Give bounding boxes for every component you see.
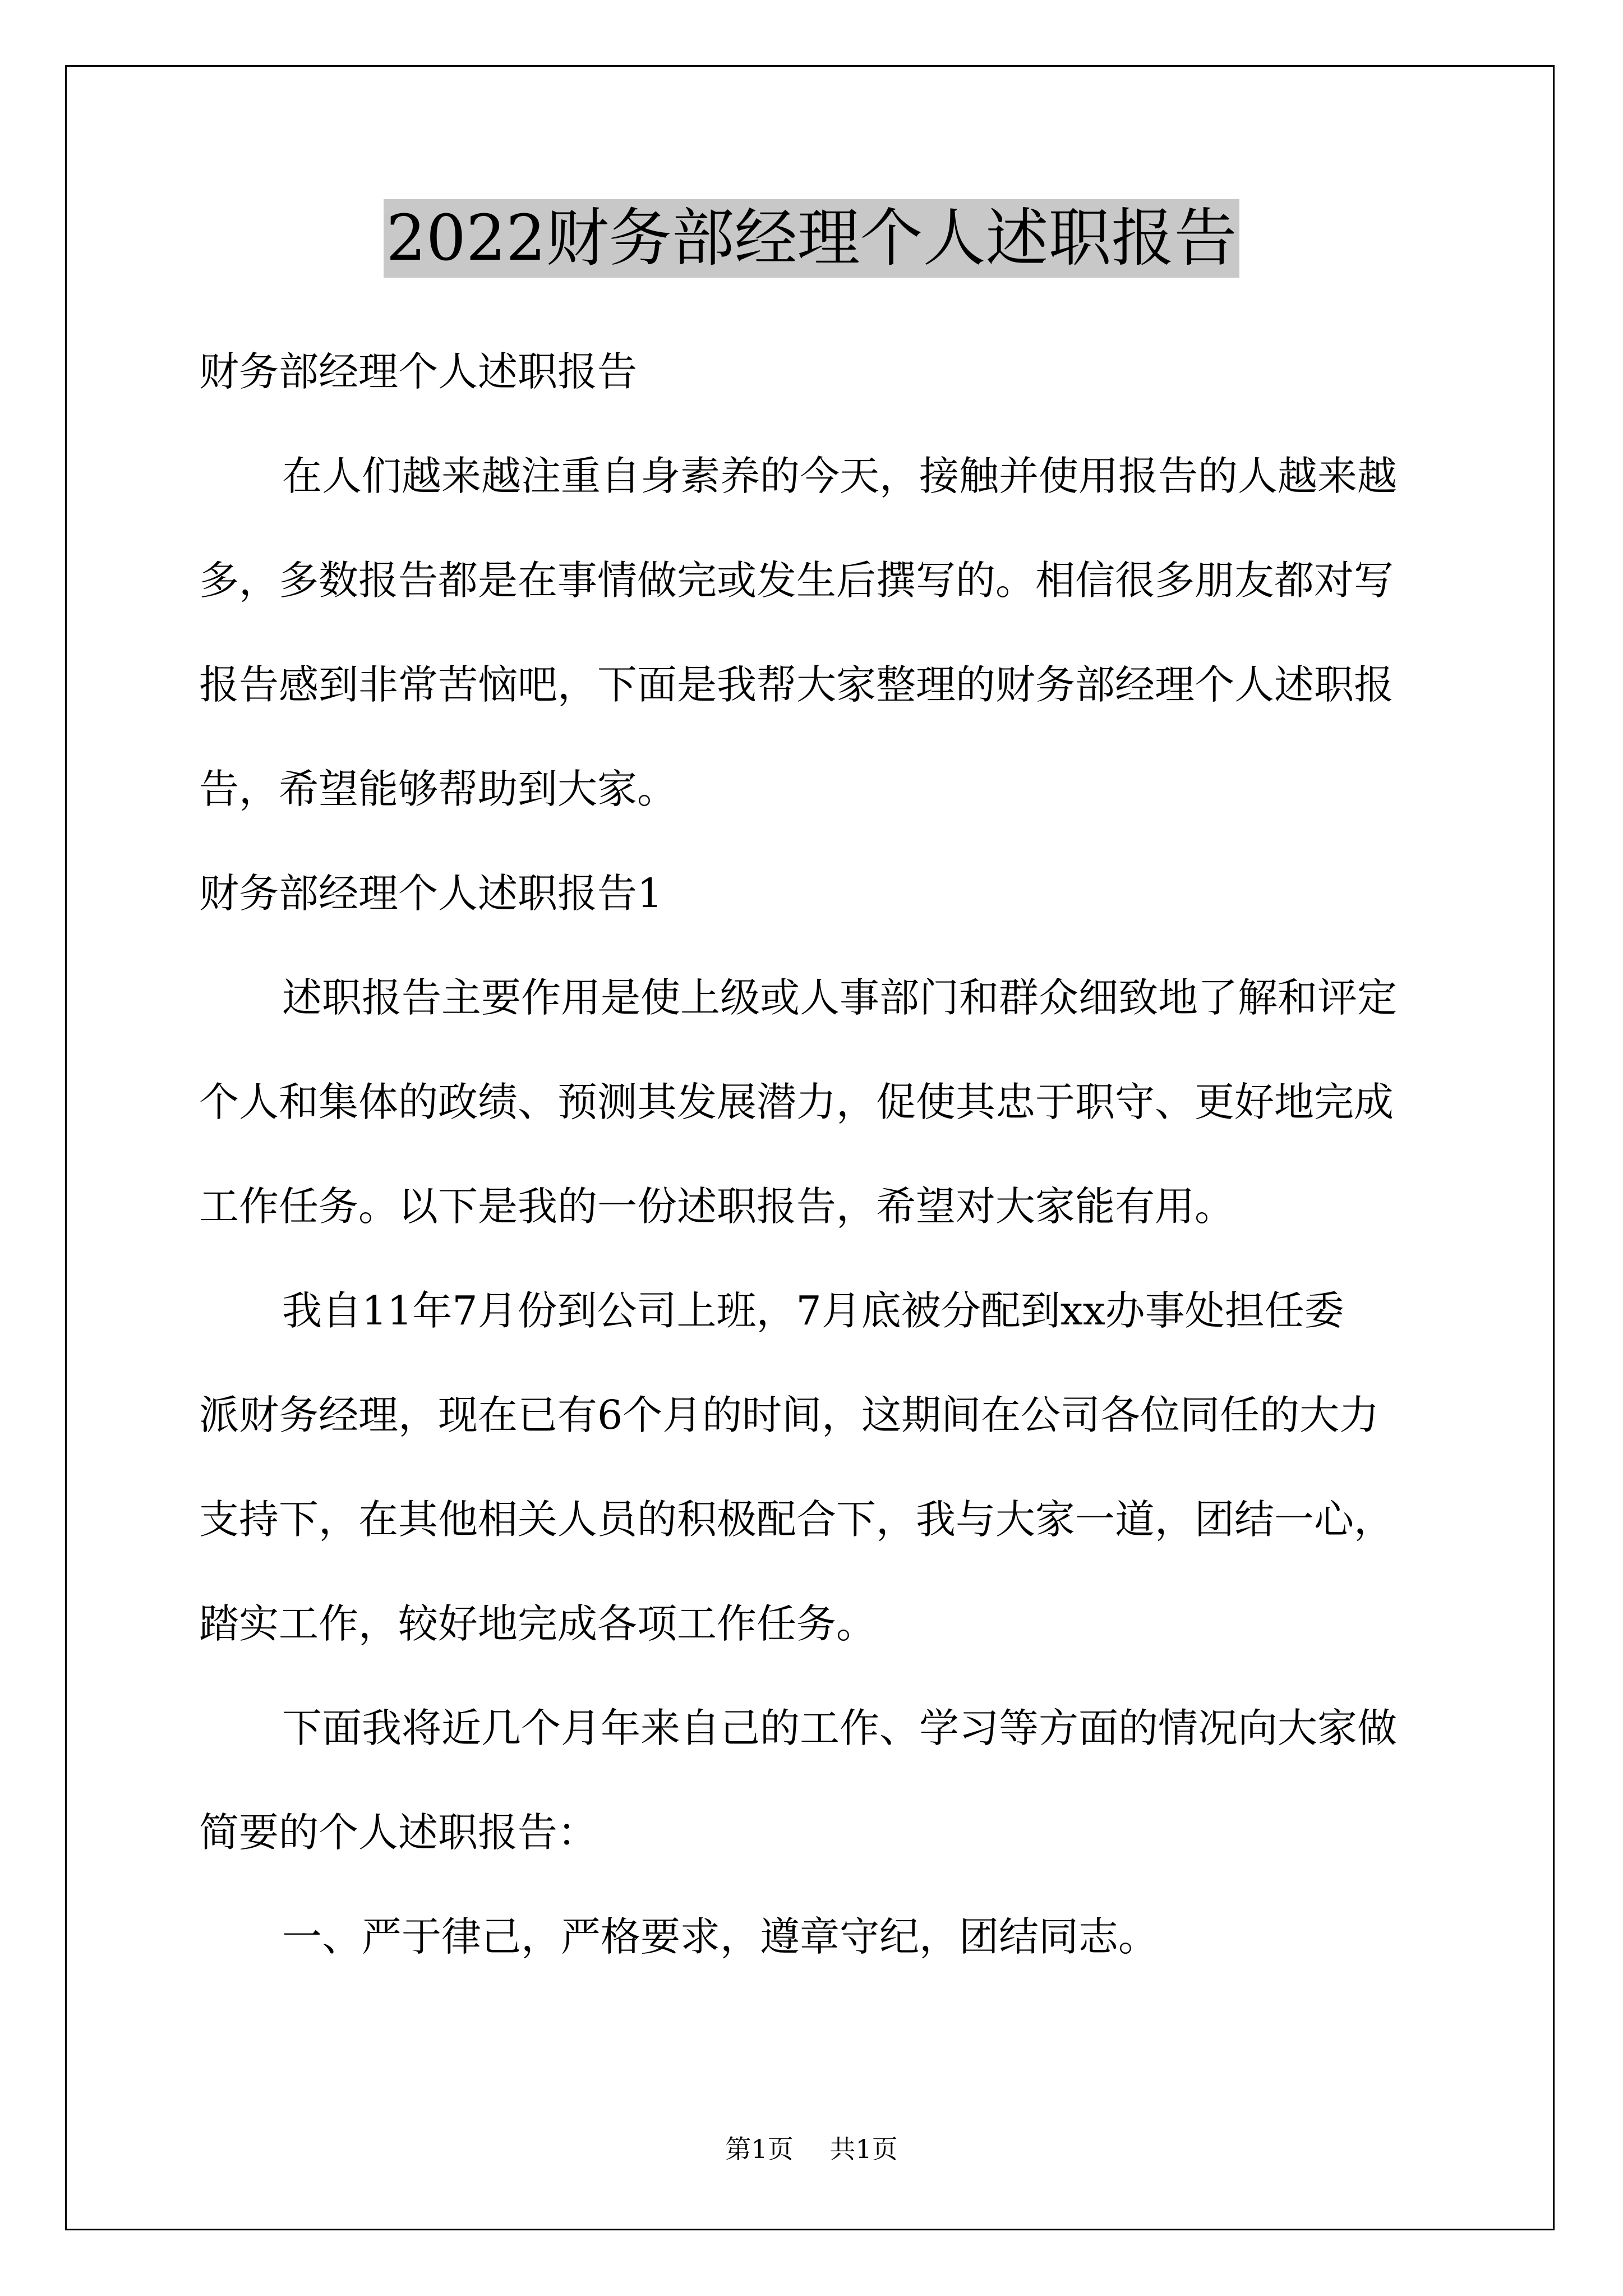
paragraph-line: 多，多数报告都是在事情做完或发生后撰写的。相信很多朋友都对写: [199, 557, 1394, 604]
paragraph-line: 踏实工作，较好地完成各项工作任务。: [199, 1600, 877, 1647]
paragraph-line: 在人们越来越注重自身素养的今天，接触并使用报告的人越来越: [282, 453, 1398, 499]
paragraph-line: 报告感到非常苦恼吧，下面是我帮大家整理的财务部经理个人述职报: [199, 661, 1394, 708]
paragraph-line: 我自11年7月份到公司上班，7月底被分配到xx办事处担任委: [282, 1287, 1344, 1334]
paragraph-line: 下面我将近几个月年来自己的工作、学习等方面的情况向大家做: [282, 1705, 1398, 1751]
page-number: 第1页: [725, 2134, 794, 2164]
page-footer: [0, 2129, 1623, 2166]
document-body: [199, 320, 1433, 1989]
document-title: 2022财务部经理个人述职报告: [384, 199, 1239, 278]
page-total: 共1页: [829, 2134, 898, 2164]
section-heading: 财务部经理个人述职报告1: [199, 870, 663, 917]
paragraph-line: 工作任务。以下是我的一份述职报告，希望对大家能有用。: [199, 1183, 1235, 1230]
title-container: [0, 199, 1623, 278]
paragraph-line: 派财务经理，现在已有6个月的时间，这期间在公司各位同任的大力: [199, 1392, 1380, 1438]
paragraph-line: 告，希望能够帮助到大家。: [199, 766, 677, 812]
heading-line: 财务部经理个人述职报告: [199, 348, 638, 395]
paragraph-line: 简要的个人述职报告：: [199, 1809, 598, 1856]
paragraph-line: 个人和集体的政绩、预测其发展潜力，促使其忠于职守、更好地完成: [199, 1079, 1394, 1125]
paragraph-line: 支持下，在其他相关人员的积极配合下，我与大家一道，团结一心，: [199, 1496, 1394, 1543]
numbered-item: 一、严于律己，严格要求，遵章守纪，团结同志。: [282, 1913, 1159, 1960]
paragraph-line: 述职报告主要作用是使上级或人事部门和群众细致地了解和评定: [282, 974, 1398, 1021]
